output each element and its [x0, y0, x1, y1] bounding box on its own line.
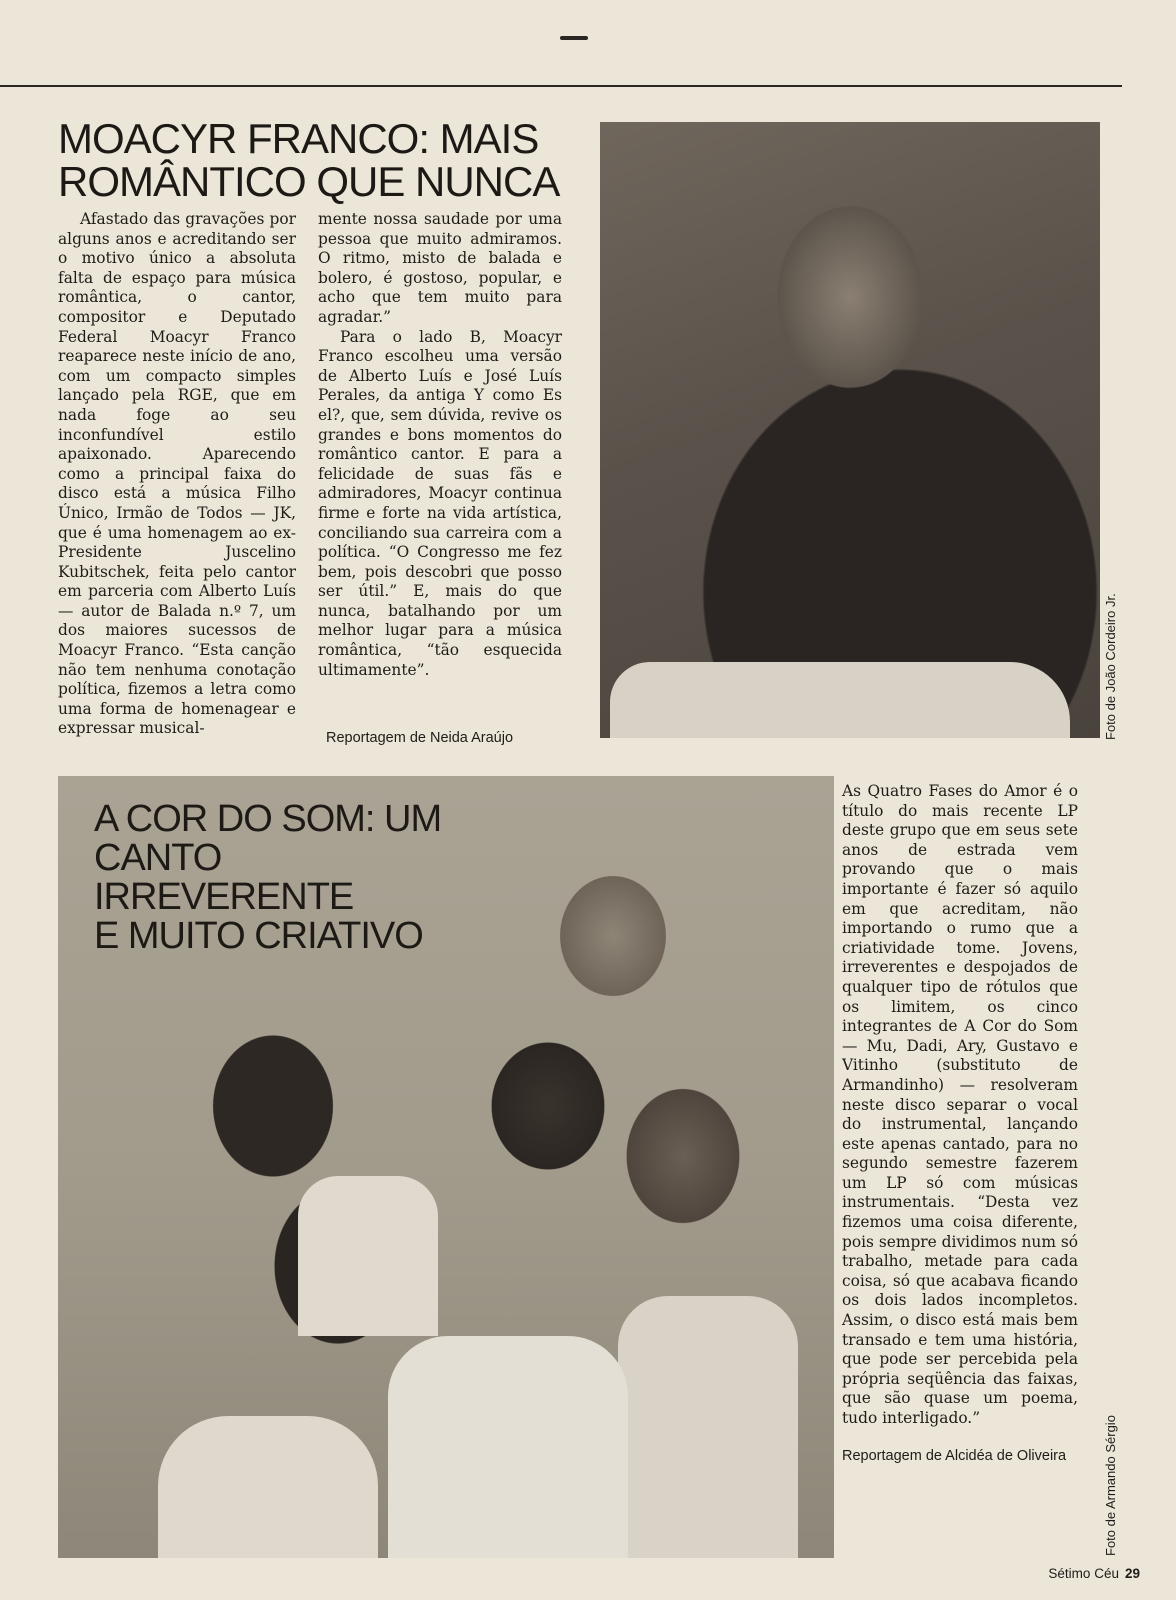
page-number: 29 [1124, 1566, 1140, 1581]
article1-headline [58, 115, 578, 205]
magazine-name: Sétimo Céu [1048, 1566, 1119, 1581]
page-footer [1048, 1566, 1140, 1581]
article2-headline-line3: E MUITO CRIATIVO [94, 915, 423, 957]
article2-headline [94, 800, 454, 956]
article2-headline-line2: CANTO IRREVERENTE [94, 837, 354, 918]
top-ornament [560, 36, 588, 40]
article1-column-2 [318, 210, 562, 680]
photo-detail [610, 662, 1070, 738]
article1-paragraph: Para o lado B, Moacyr Franco escolheu uma versão de Alberto Luís e José Luís Perales, da antiga Y como Es el?, que, sem dúvida, revive os grandes e bons momentos do romântico cantor. E para a felicidade de suas fãs e admiradores, Moacyr continua firme e forte na vida artística, conciliando sua carreira com a política. “O Congresso me fez bem, pois descobri que posso ser útil.” E, mais do que nunca, batalhando por um melhor lugar para a música romântica, “tão esquecida ultimamente”. [318, 327, 562, 679]
moacyr-franco-photo [600, 122, 1100, 738]
photo-detail [158, 1416, 378, 1558]
article1-paragraph-continued: mente nossa saudade por uma pessoa que muito admiramos. O ritmo, misto de balada e bolero, é gostoso, popular, e acho que tem muito para agradar.” [318, 210, 562, 326]
header-rule [0, 85, 1122, 87]
photo-detail [618, 1296, 798, 1558]
article2-photo-credit: Foto de Armando Sérgio [1103, 1415, 1118, 1556]
photo-detail [298, 1176, 438, 1336]
a-cor-do-som-photo [58, 776, 834, 1558]
article2-paragraph: As Quatro Fases do Amor é o título do mais recente LP deste grupo que em seus sete anos de estrada vem provando que o mais importante é fazer só aquilo em que acreditam, não importando o rumo que a criatividade tome. Jovens, irreverentes e despojados de qualquer tipo de rótulos que os limitem, os cinco integrantes de A Cor do Som — Mu, Dadi, Ary, Gustavo e Vitinho (substituto de Armandinho) — resolveram neste disco separar o vocal do instrumental, lançando este apenas cantado, para no segundo semestre fazerem um LP só com músicas instrumentais. “Desta vez fizemos uma coisa diferente, pois sempre dividimos num só trabalho, metade para cada coisa, só que acabava ficando os dois lados incompletos. Assim, o disco está mais bem transado e tem uma história, que pode ser percebida pela própria seqüência das faixas, que são quase um poema, tudo interligado.” [842, 782, 1078, 1427]
article2-column [842, 782, 1078, 1429]
article1-headline-line1: MOACYR FRANCO: MAIS [58, 115, 539, 162]
article2-headline-line1: A COR DO SOM: UM [94, 798, 442, 840]
article1-column-1 [58, 210, 296, 739]
article1-headline-line2: ROMÂNTICO QUE NUNCA [58, 157, 560, 205]
article1-paragraph: Afastado das gravações por alguns anos e acreditando ser o motivo único a absoluta falta de espaço para música romântica, o cantor, compositor e Deputado Federal Moacyr Franco reaparece neste início de ano, com um compacto simples lançado pela RGE, que em nada foge ao seu inconfundível estilo apaixonado. Aparecendo como a principal faixa do disco está a música Filho Único, Irmão de Todos — JK, que é uma homenagem ao ex-Presidente Juscelino Kubitschek, feita pelo cantor em parceria com Alberto Luís — autor de Balada n.º 7, um dos maiores sucessos de Moacyr Franco. “Esta canção não tem nenhuma conotação política, fizemos a letra como uma forma de homenagear e expressar musical- [58, 210, 296, 738]
article1-byline: Reportagem de Neida Araújo [326, 730, 514, 746]
article1-photo-credit: Foto de João Cordeiro Jr. [1103, 593, 1118, 740]
photo-detail [388, 1336, 628, 1558]
article2-byline: Reportagem de Alcidéa de Oliveira [842, 1448, 1067, 1464]
